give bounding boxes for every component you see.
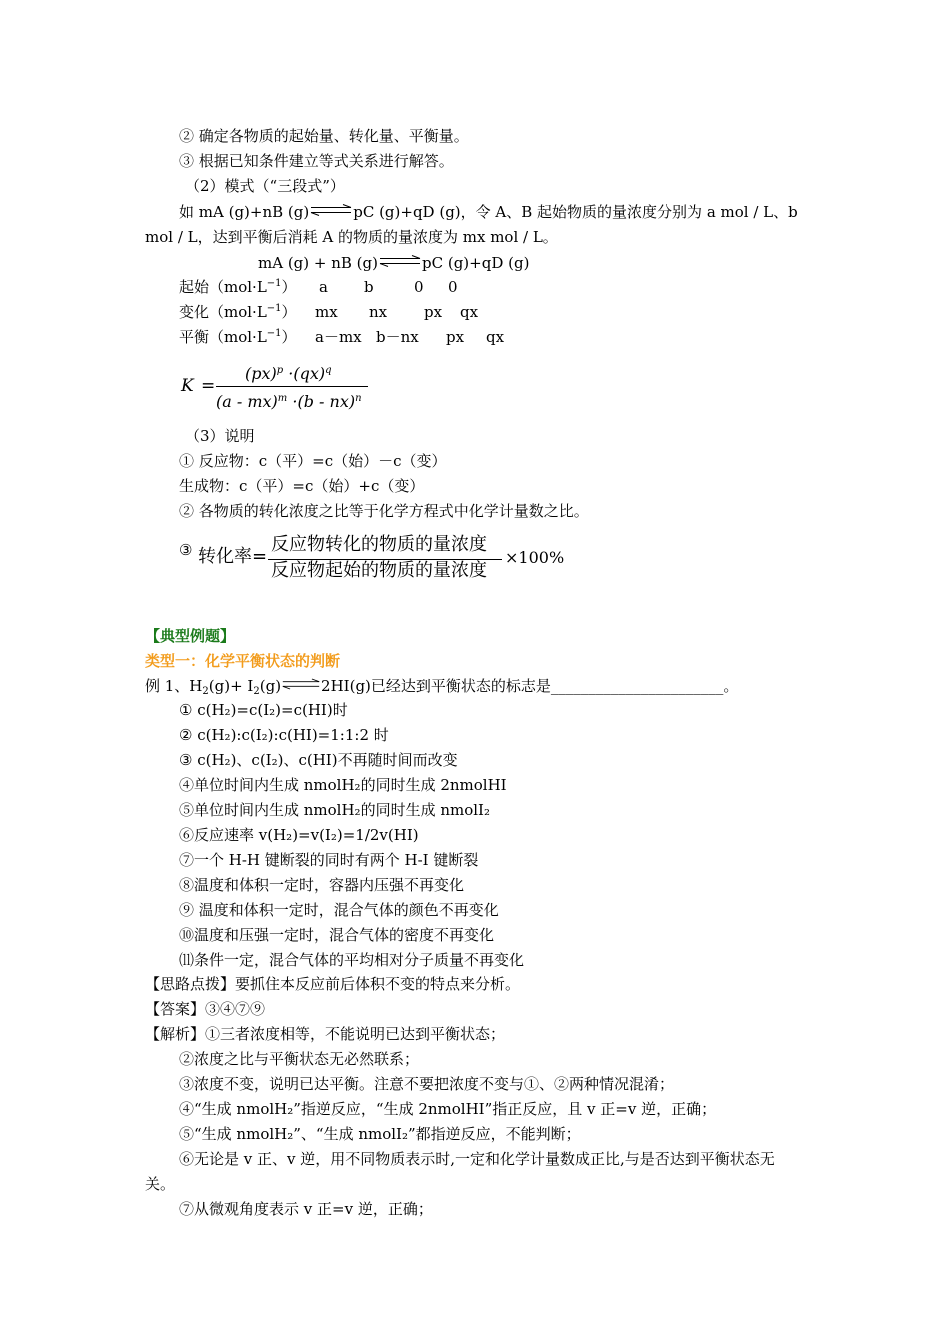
mode-title: （2）模式（“三段式”） [185, 177, 345, 195]
cell: b [364, 278, 374, 296]
cell: 0 [448, 278, 458, 296]
k-fraction-bar [216, 386, 368, 387]
analysis-line: ⑦从微观角度表示 v 正=v 逆，正确； [179, 1200, 433, 1218]
cell: a－mx [315, 328, 362, 346]
section-header: 【典型例题】 [145, 627, 236, 645]
row-equilibrium: 平衡$(mol\cdot L^{-1})$ [179, 328, 297, 346]
option-7: ⑦一个 H-H 键断裂的同时有两个 H-I 键断裂 [179, 851, 479, 869]
option-4: ④单位时间内生成 nmolH₂的同时生成 2nmolHI [179, 776, 507, 794]
explain-title: （3）说明 [185, 427, 255, 445]
analysis-line: ⑤“生成 nmolH₂”、“生成 nmolI₂”都指逆反应，不能判断； [179, 1125, 581, 1143]
mode-intro: 如 mA (g)+nB (g) pC (g)+qD (g)，令 A、B 起始物质的量浓度分别为 a mol / L、b [179, 203, 798, 221]
conversion-num: ③ [179, 541, 193, 559]
hint: 【思路点拨】要抓住本反应前后体积不变的特点来分析。 [145, 975, 521, 993]
explain-product: 生成物：c（平）=c（始）+c（变） [179, 477, 425, 495]
cell: px [424, 303, 443, 321]
example-question: 例 1、$H_2(g)+ I_2(g)$ 2HI(g)已经达到平衡状态的标志是_______________________。 [145, 677, 739, 697]
conversion-denominator: 反应物起始的物质的量浓度 [271, 560, 487, 581]
step-2: ② 确定各物质的起始量、转化量、平衡量。 [179, 127, 469, 145]
option-11: ⑾条件一定，混合气体的平均相对分子质量不再变化 [179, 951, 525, 969]
explain-ratio: ② 各物质的转化浓度之比等于化学方程式中化学计量数之比。 [179, 502, 589, 520]
analysis-line: ②浓度之比与平衡状态无必然联系； [179, 1050, 420, 1068]
option-6: ⑥反应速率 v(H₂)=v(I₂)=1/2v(HI) [179, 826, 419, 844]
k-symbol: K [181, 376, 194, 396]
cell: qx [460, 303, 479, 321]
conversion-label: 转化率= [198, 546, 268, 567]
step-3: ③ 根据已知条件建立等式关系进行解答。 [179, 152, 454, 170]
reaction-equation: mA (g) + nB (g) pC (g)+qD (g) [258, 254, 530, 272]
k-equals: = [201, 376, 216, 396]
equilibrium-arrow-icon [309, 204, 353, 216]
option-8: ⑧温度和体积一定时，容器内压强不再变化 [179, 876, 465, 894]
cell: px [446, 328, 465, 346]
option-1: ① c(H₂)=c(I₂)=c(HI)时 [179, 701, 348, 719]
analysis-line: 【解析】①三者浓度相等，不能说明已达到平衡状态； [145, 1025, 506, 1043]
option-3: ③ c(H₂)、c(I₂)、c(HI)不再随时间而改变 [179, 751, 458, 769]
type-heading: 类型一：化学平衡状态的判断 [145, 652, 341, 670]
option-9: ⑨ 温度和体积一定时，混合气体的颜色不再变化 [179, 901, 499, 919]
equilibrium-arrow-icon [281, 678, 321, 690]
analysis-line: 关。 [145, 1175, 176, 1193]
mode-intro-cont: mol / L，达到平衡后消耗 A 的物质的量浓度为 mx mol / L。 [145, 228, 558, 246]
equilibrium-arrow-icon [378, 255, 422, 267]
row-change: 变化$(mol\cdot L^{-1})$ [179, 303, 297, 321]
analysis-line: ⑥无论是 v 正、v 逆，用不同物质表示时,一定和化学计量数成正比,与是否达到平衡状态无 [179, 1150, 775, 1168]
answer: 【答案】③④⑦⑨ [145, 1000, 266, 1018]
option-5: ⑤单位时间内生成 nmolH₂的同时生成 nmolI₂ [179, 801, 490, 819]
cell: b－nx [376, 328, 419, 346]
k-numerator: (px)$^p$ ·(qx)$^q$ [245, 364, 332, 383]
k-denominator: (a - mx)$^m$ ·(b - nx)$^n$ [216, 392, 362, 411]
option-2: ② c(H₂):c(I₂):c(HI)=1:1:2 时 [179, 726, 389, 744]
cell: mx [315, 303, 338, 321]
analysis-line: ④“生成 nmolH₂”指逆反应，“生成 2nmolHI”指正反应，且 v 正=v 逆，正确； [179, 1100, 717, 1118]
cell: a [319, 278, 328, 296]
cell: nx [369, 303, 388, 321]
cell: 0 [414, 278, 424, 296]
conversion-numerator: 反应物转化的物质的量浓度 [271, 534, 487, 555]
conversion-tail: ×100% [505, 548, 565, 567]
analysis-line: ③浓度不变，说明已达平衡。注意不要把浓度不变与①、②两种情况混淆； [179, 1075, 675, 1093]
cell: qx [486, 328, 505, 346]
row-initial: 起始$(mol\cdot L^{-1})$ [179, 278, 297, 296]
explain-reactant: ① 反应物：c（平）=c（始）－c（变） [179, 452, 447, 470]
option-10: ⑩温度和压强一定时，混合气体的密度不再变化 [179, 926, 495, 944]
